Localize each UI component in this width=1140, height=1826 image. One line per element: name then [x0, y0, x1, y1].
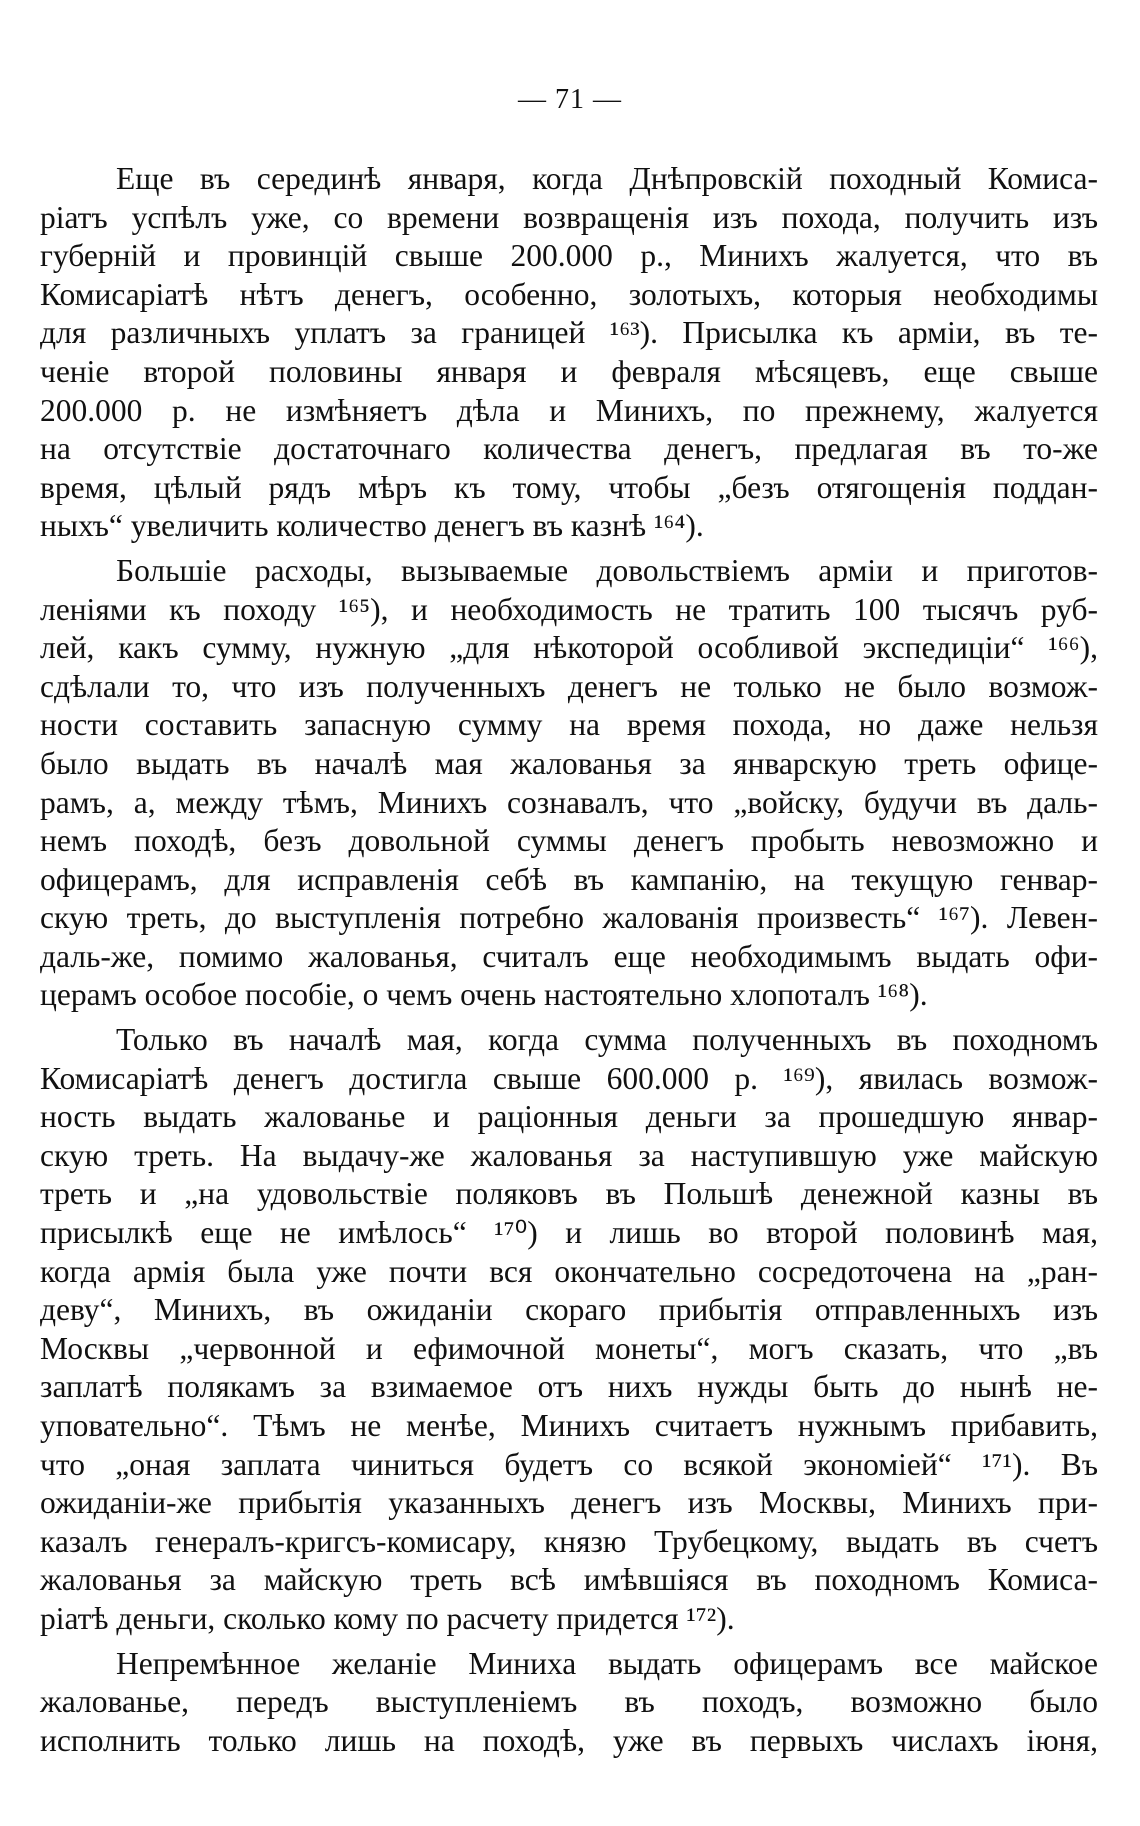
text-line: исполнить только лишь на походѣ, уже въ первыхъ числахъ іюня, — [40, 1722, 1098, 1758]
text-line: губерній и провинцій свыше 200.000 р., Минихъ жалуется, что въ — [40, 238, 1098, 274]
text-line: 200.000 р. не измѣняетъ дѣла и Минихъ, по прежнему, жалуется — [40, 392, 1098, 428]
text-line: ріатъ успѣлъ уже, со времени возвращенія изъ похода, получить изъ — [40, 199, 1098, 235]
paragraph — [40, 1021, 1098, 1639]
text-line: деву“, Минихъ, въ ожиданіи скораго прибытія отправленныхъ изъ — [40, 1292, 1098, 1328]
text-line: рамъ, а, между тѣмъ, Минихъ сознавалъ, что „войску, будучи въ даль- — [40, 784, 1098, 820]
text-line: жалованье, передъ выступленіемъ въ походъ, возможно было — [40, 1684, 1098, 1720]
text-line: Непремѣнное желаніе Миниха выдать офицерамъ все майское — [116, 1645, 1098, 1681]
paragraph — [40, 552, 1098, 1015]
text-line: для различныхъ уплатъ за границей ¹⁶³). Присылка къ арміи, въ те- — [40, 315, 1098, 351]
text-line: ность выдать жалованье и раціонныя деньги за прошедшую январ- — [40, 1099, 1098, 1135]
text-line: даль-же, помимо жалованья, считалъ еще необходимымъ выдать офи- — [40, 938, 1098, 974]
text-line: ріатѣ деньги, сколько кому по расчету придется ¹⁷²). — [40, 1600, 735, 1636]
text-line: Только въ началѣ мая, когда сумма полученныхъ въ походномъ — [116, 1022, 1098, 1058]
text-line: время, цѣлый рядъ мѣръ къ тому, чтобы „безъ отягощенія поддан- — [40, 469, 1098, 505]
text-line: ченіе второй половины января и февраля мѣсяцевъ, еще свыше — [40, 353, 1098, 389]
text-line: казалъ генералъ-кригсъ-комисару, князю Трубецкому, выдать въ счетъ — [40, 1523, 1098, 1559]
text-line: скую треть. На выдачу-же жалованья за наступившую уже майскую — [40, 1137, 1098, 1173]
text-line: когда армія была уже почти вся окончательно сосредоточена на „ран- — [40, 1253, 1098, 1289]
text-line: церамъ особое пособіе, о чемъ очень настоятельно хлопоталъ ¹⁶⁸). — [40, 977, 928, 1013]
text-line: немъ походѣ, безъ довольной суммы денегъ пробыть невозможно и — [40, 823, 1098, 859]
text-line: на отсутствіе достаточнаго количества денегъ, предлагая въ то-же — [40, 431, 1098, 467]
text-line: ности составить запасную сумму на время похода, но даже нельзя — [40, 707, 1098, 743]
text-line: Комисаріатѣ денегъ достигла свыше 600.000 р. ¹⁶⁹), явилась возмож- — [40, 1060, 1098, 1096]
text-line: ныхъ“ увеличить количество денегъ въ казнѣ ¹⁶⁴). — [40, 508, 704, 544]
text-line: лей, какъ сумму, нужную „для нѣкоторой особливой экспедиціи“ ¹⁶⁶), — [40, 630, 1098, 666]
page-number: — 71 — — [518, 84, 622, 115]
text-line: уповательно“. Тѣмъ не менѣе, Минихъ считаетъ нужнымъ прибавить, — [40, 1408, 1098, 1443]
text-line: Еще въ серединѣ января, когда Днѣпровскій походный Комиса- — [116, 161, 1098, 196]
text-line: офицерамъ, для исправленія себѣ въ кампанію, на текущую генвар- — [40, 861, 1098, 897]
paragraph — [40, 160, 1098, 546]
text-line: Комисаріатѣ нѣтъ денегъ, особенно, золотыхъ, которыя необходимы — [40, 276, 1098, 312]
body-text — [40, 160, 1098, 1760]
text-line: было выдать въ началѣ мая жалованья за январскую треть офице- — [40, 745, 1098, 781]
text-line: Большіе расходы, вызываемые довольствіемъ арміи и приготов- — [116, 552, 1098, 588]
text-line: жалованья за майскую треть всѣ имѣвшіяся въ походномъ Комиса- — [40, 1562, 1098, 1598]
text-line: скую треть, до выступленія потребно жалованія произвесть“ ¹⁶⁷). Левен- — [40, 900, 1098, 936]
text-line: ожиданіи-же прибытія указанныхъ денегъ изъ Москвы, Минихъ при- — [40, 1485, 1098, 1521]
text-line: треть и „на удовольствіе поляковъ въ Польшѣ денежной казны въ — [40, 1176, 1098, 1212]
paragraph — [40, 1645, 1098, 1761]
text-line: присылкѣ еще не имѣлось“ ¹⁷⁰) и лишь во второй половинѣ мая, — [40, 1215, 1098, 1251]
text-line: леніями къ походу ¹⁶⁵), и необходимость не тратить 100 тысячъ руб- — [40, 591, 1098, 627]
text-line: заплатѣ полякамъ за взимаемое отъ нихъ нужды быть до нынѣ не- — [40, 1369, 1098, 1405]
text-line: что „оная заплата чиниться будетъ со всякой экономіей“ ¹⁷¹). Въ — [40, 1446, 1098, 1482]
text-line: Москвы „червонной и ефимочной монеты“, могъ сказать, что „въ — [40, 1330, 1098, 1366]
text-line: сдѣлали то, что изъ полученныхъ денегъ не только не было возмож- — [40, 668, 1098, 704]
